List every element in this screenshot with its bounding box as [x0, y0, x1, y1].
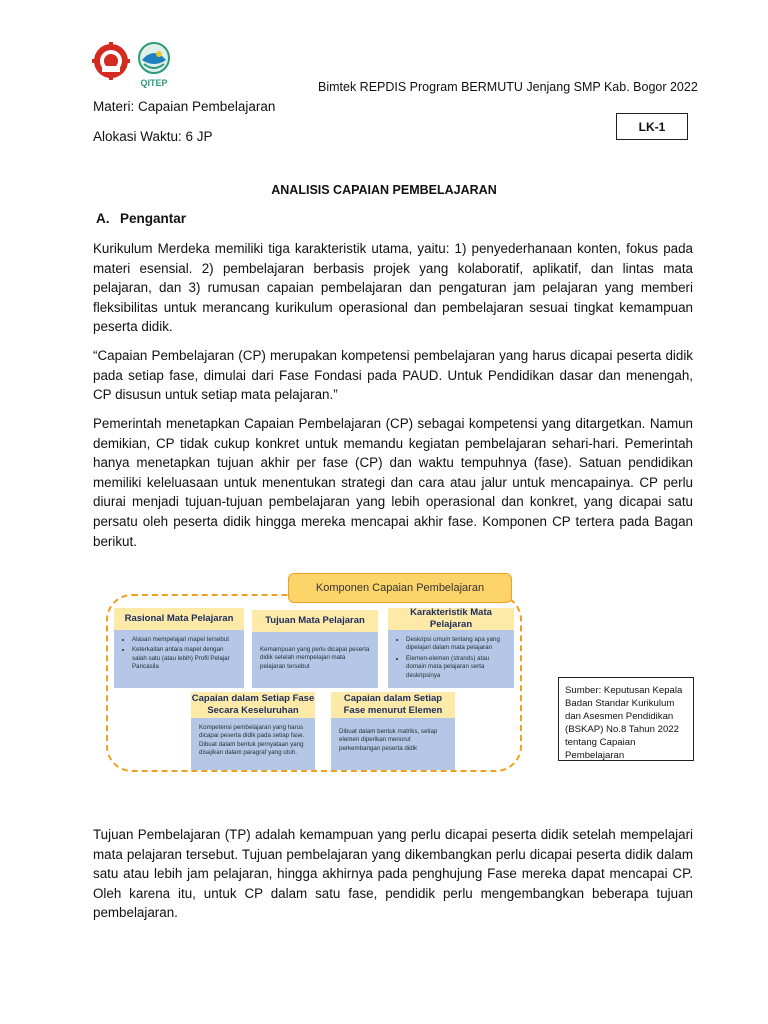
- rasional-body: [114, 630, 244, 688]
- rasional-item: • Keterkaitan antara mapel dengan salah satu (atau lebih) Profil Pelajar Pancasila: [132, 646, 236, 671]
- rasional-head: Rasional Mata Pelajaran: [114, 608, 244, 630]
- page-title: ANALISIS CAPAIAN PEMBELAJARAN: [271, 183, 497, 197]
- paragraph-4: Tujuan Pembelajaran (TP) adalah kemampuan yang perlu dicapai peserta didik setelah mempelajari mata pelajaran tersebut. Tujuan pembelajaran yang dikembangkan perlu dicapai peserta didik dalam satu atau lebih jam pelajaran, hingga akhirnya pada penghujung Fase mereka dapat mencapai CP. Oleh karena itu, untuk CP dalam satu fase, pendidik perlu mengembangkan beberapa tujuan pembelajaran.: [93, 827, 693, 921]
- rasional-item: • Alasan mempelajari mapel tersebut: [132, 636, 236, 644]
- karakteristik-head: Karakteristik Mata Pelajaran: [388, 608, 514, 630]
- lk-code-box: [616, 113, 688, 140]
- elemen-head: Capaian dalam Setiap Fase menurut Elemen: [331, 692, 455, 718]
- tujuan-head: Tujuan Mata Pelajaran: [252, 610, 378, 632]
- fase-body: Kompetensi pembelajaran yang harus dicapai peserta didik pada setiap fase. Dibuat dalam bentuk pernyataan yang disajikan dalam paragraf yang utuh.: [191, 718, 315, 770]
- source-note: Sumber: Keputusan Kepala Badan Standar Kurikulum dan Asesmen Pendidikan (BSKAP) No.8 Tahun 2022 tentang Capaian Pembelajaran: [558, 677, 694, 761]
- qitep-logo: [134, 40, 174, 90]
- materi-label: Materi: Capaian Pembelajaran: [93, 99, 276, 114]
- qitep-logo-text: QITEP: [140, 78, 168, 88]
- section-letter: A.: [96, 211, 110, 226]
- institution-logo: [92, 42, 130, 80]
- tujuan-body: Kemampuan yang perlu dicapai peserta didik setelah mempelajari mata pelajaran tersebut: [252, 632, 378, 688]
- karakteristik-item: • Deskripsi umum tentang apa yang dipelajari dalam mata pelajaran: [406, 636, 506, 653]
- fase-head: Capaian dalam Setiap Fase Secara Keseluruhan: [191, 693, 315, 716]
- diagram-title: Komponen Capaian Pembelajaran: [288, 573, 512, 603]
- section-heading: [96, 211, 186, 226]
- karakteristik-item: • Elemen-elemen (strands) atau domain mata pelajaran serta deskripsinya: [406, 655, 506, 680]
- karakteristik-body: [388, 630, 514, 688]
- elemen-body: Dibuat dalam bentuk matriks, setiap elemen diperikan menurut perkembangan peserta didik: [331, 718, 455, 770]
- alokasi-label: Alokasi Waktu: 6 JP: [93, 129, 213, 144]
- lk-code: LK-1: [638, 119, 666, 134]
- paragraph-1: Kurikulum Merdeka memiliki tiga karakteristik utama, yaitu: 1) penyederhanaan konten, fokus pada materi esensial. 2) pembelajaran berbasis projek yang kolaboratif, aplikatif, dan lintas mata pelajaran, dan 3) rumusan capaian pembelajaran dan pengaturan jam pelajaran yang memberi fleksibilitas untuk merancang kurikulum operasional dan pembelajaran sesuai tingkat kemampuan peserta didik.: [93, 241, 693, 335]
- section-label: Pengantar: [120, 211, 187, 226]
- paragraph-3: Pemerintah menetapkan Capaian Pembelajaran (CP) sebagai kompetensi yang ditargetkan. Namun demikian, CP tidak cukup konkret untuk memandu kegiatan pembelajaran sehari-hari. Pemerintah hanya menetapkan tujuan akhir per fase (CP) dan waktu tempuhnya (fase). Satuan pendidikan memiliki keleluasaan untuk menentukan strategi dan cara atau jalur untuk mencapainya. CP perlu diurai menjadi tujuan-tujuan pembelajaran yang lebih operasional dan konkret, yang dicapai satu persatu oleh peserta didik hingga mereka mencapai akhir fase. Komponen CP tertera pada Bagan berikut.: [93, 416, 693, 549]
- program-header: Bimtek REPDIS Program BERMUTU Jenjang SMP Kab. Bogor 2022: [318, 80, 698, 94]
- paragraph-2: “Capaian Pembelajaran (CP) merupakan kompetensi pembelajaran yang harus dicapai peserta didik pada setiap fase, dimulai dari Fase Fondasi pada PAUD. Untuk Pendidikan dasar dan menengah, CP disusun untuk setiap mata pelajaran.”: [93, 348, 693, 403]
